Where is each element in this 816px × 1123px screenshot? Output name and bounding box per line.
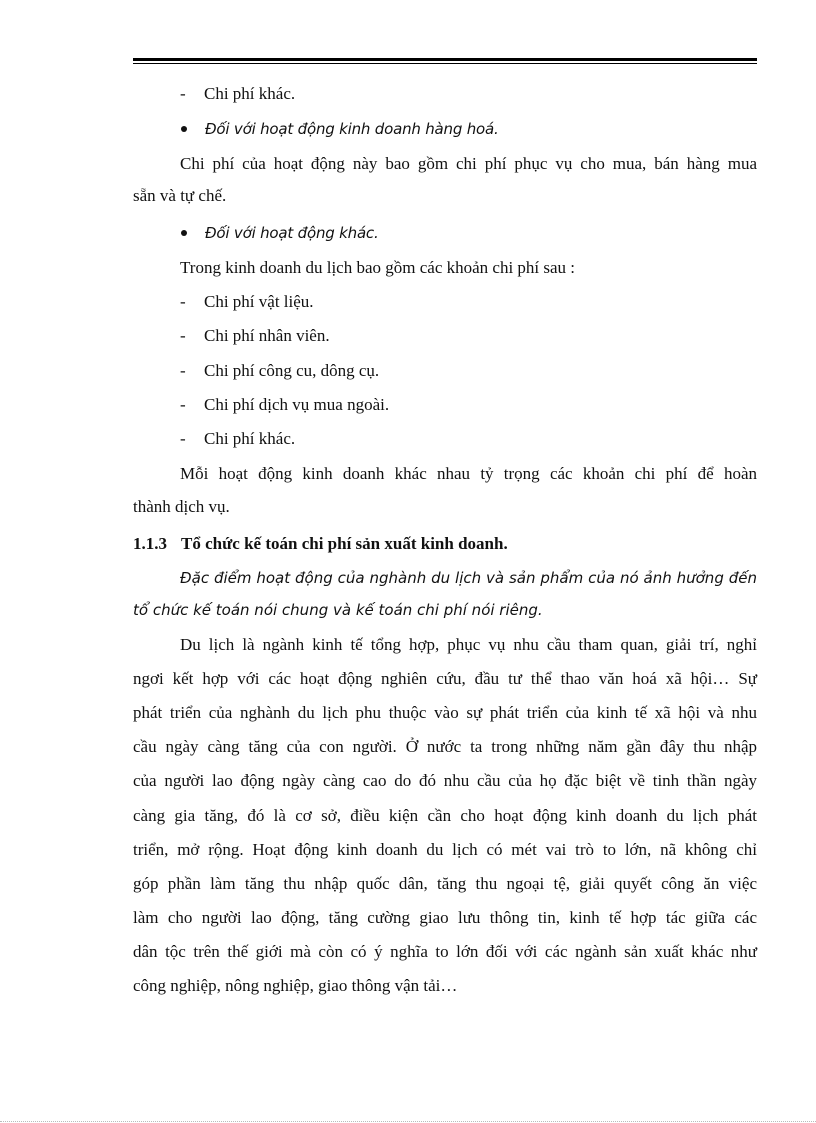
paragraph-line [133, 669, 757, 689]
dash-marker: - [180, 429, 186, 448]
paragraph-line-text: làm cho người lao động, tăng cường giao lưu thông tin, kinh tế hợp tác giữa các [133, 908, 757, 927]
paragraph-line [133, 703, 757, 723]
paragraph-line-text: triển, mở rộng. Hoạt động kinh doanh du lịch có mét vai trò to lớn, nã không chỉ [133, 840, 757, 859]
paragraph-line [180, 258, 575, 278]
paragraph-line [180, 464, 757, 484]
section-title-text: Tổ chức kế toán chi phí sản xuất kinh doanh. [181, 534, 508, 553]
list-item-text: Chi phí khác. [204, 84, 296, 103]
paragraph-line-text: thành dịch vụ. [133, 497, 230, 516]
paragraph-line [133, 600, 543, 620]
paragraph-line [133, 976, 457, 996]
bullet-item-text: Đối với hoạt động khác. [205, 224, 379, 242]
header-rule-thin [133, 63, 757, 64]
paragraph-line-text: Đặc điểm hoạt động của nghành du lịch và sản phẩm của nó ảnh hưởng đến [180, 569, 757, 587]
paragraph-line-text: góp phần làm tăng thu nhập quốc dân, tăng thu ngoại tệ, giải quyết công ăn việc [133, 874, 757, 893]
paragraph-line-text: sẵn và tự chế. [133, 186, 227, 205]
section-title [181, 534, 508, 554]
paragraph-line-text: của người lao động ngày càng cao do đó nhu cầu của họ đặc biệt về tinh thần ngày [133, 771, 757, 790]
paragraph-line-text: công nghiệp, nông nghiệp, giao thông vận tải… [133, 976, 458, 995]
paragraph-line-text: Trong kinh doanh du lịch bao gồm các khoản chi phí sau : [180, 258, 576, 277]
paragraph-line [133, 874, 757, 894]
list-item-text: Chi phí khác. [204, 429, 296, 448]
list-item-text: Chi phí dịch vụ mua ngoài. [204, 395, 390, 414]
paragraph-line [133, 497, 230, 517]
paragraph-line [133, 942, 757, 962]
paragraph-line-text: ngơi kết hợp với các hoạt động nghiên cứu, đầu tư thể thao văn hoá xã hội… Sự [133, 669, 757, 688]
dash-marker: - [180, 84, 186, 103]
dash-marker: - [180, 326, 186, 345]
paragraph-line [180, 635, 757, 655]
paragraph-line [133, 737, 757, 757]
page-bottom-border [0, 1121, 816, 1122]
paragraph-line [133, 771, 757, 791]
section-heading [133, 534, 167, 554]
paragraph-line [133, 840, 757, 860]
paragraph-line [180, 154, 757, 174]
paragraph-line-text: Chi phí của hoạt động này bao gồm chi phí phục vụ cho mua, bán hàng mua [180, 154, 757, 173]
bullet-dot-icon [181, 230, 187, 236]
bullet-item-text: Đối với hoạt động kinh doanh hàng hoá. [205, 120, 499, 138]
paragraph-line-text: dân tộc trên thế giới mà còn có ý nghĩa to lớn đối với các ngành sản xuất khác như [133, 942, 757, 961]
paragraph-line [133, 908, 757, 928]
paragraph-line-text: Du lịch là ngành kinh tế tổng hợp, phục vụ nhu cầu tham quan, giải trí, nghỉ [180, 635, 757, 654]
paragraph-line [133, 186, 226, 206]
paragraph-line-text: tổ chức kế toán nói chung và kế toán chi phí nói riêng. [133, 601, 543, 619]
paragraph-line-text: phát triển của nghành du lịch phu thuộc vào sự phát triển của kinh tế xã hội và nhu [133, 703, 757, 722]
dash-marker: - [180, 395, 186, 414]
paragraph-line-text: Mỗi hoạt động kinh doanh khác nhau tỷ trọng các khoản chi phí để hoàn [180, 464, 757, 483]
dash-marker: - [180, 292, 186, 311]
header-rule-thick [133, 58, 757, 61]
paragraph-line [180, 568, 757, 588]
list-item-text: Chi phí vật liệu. [204, 292, 314, 311]
dash-marker: - [180, 361, 186, 380]
paragraph-line-text: càng gia tăng, đó là cơ sở, điều kiện cần cho hoạt động kinh doanh du lịch phát [133, 806, 757, 825]
section-number: 1.1.3 [133, 534, 167, 553]
list-item-text: Chi phí công cu, dông cụ. [204, 361, 380, 380]
paragraph-line-text: cầu ngày càng tăng của con người. Ở nước ta trong những năm gần đây thu nhập [133, 737, 757, 756]
bullet-dot-icon [181, 126, 187, 132]
list-item-text: Chi phí nhân viên. [204, 326, 330, 345]
paragraph-line [133, 806, 757, 826]
